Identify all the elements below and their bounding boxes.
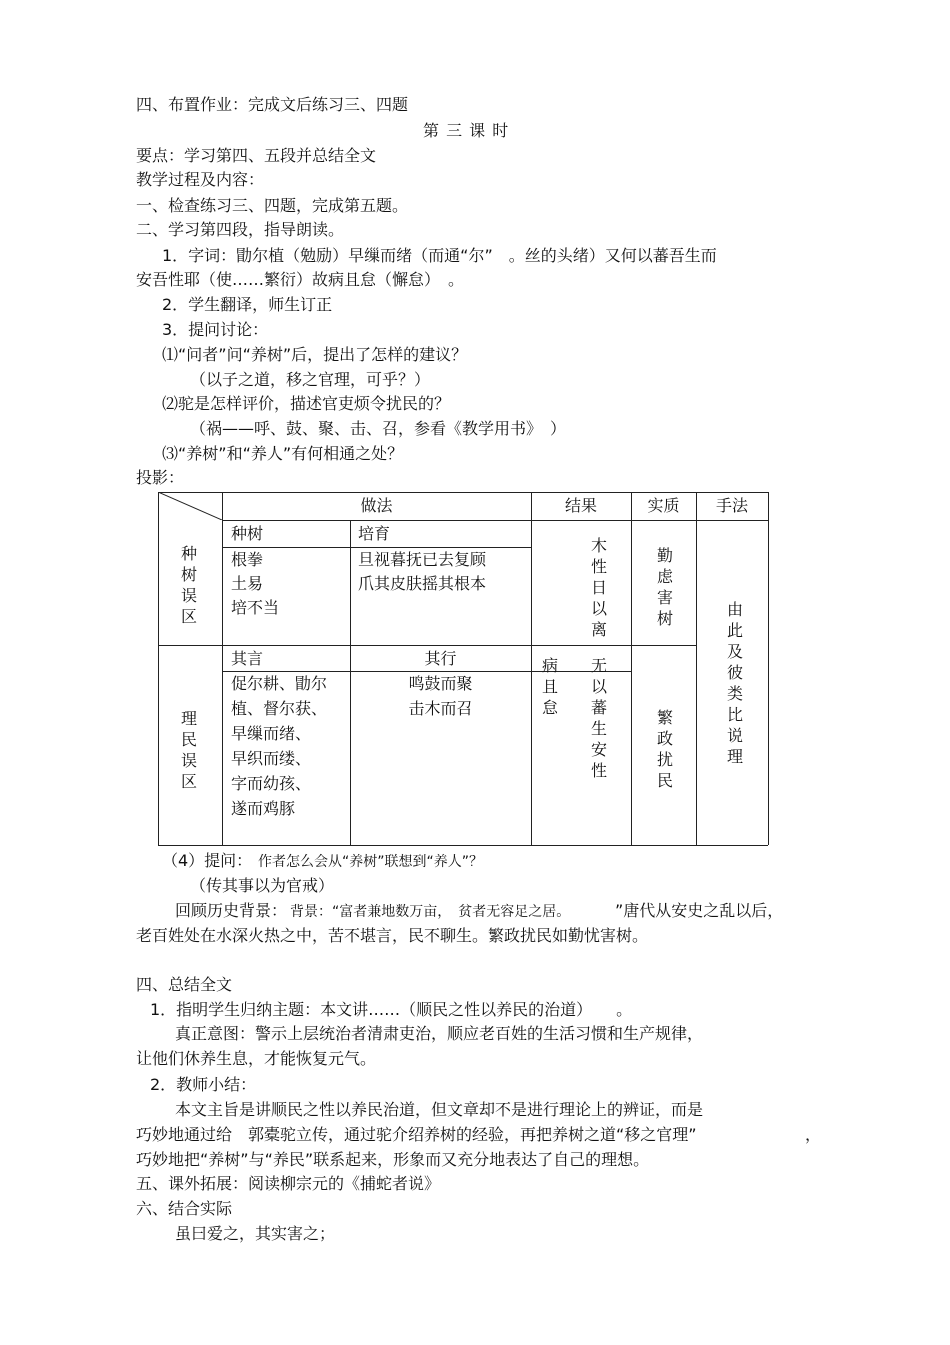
people-words-item: 遂而鸡豚: [231, 799, 296, 818]
question-1: ⑴“问者”问“养树”后，提出了怎样的建议？: [162, 345, 468, 364]
people-deeds-header: 其行: [424, 649, 457, 668]
corner-diagonal: [158, 492, 222, 520]
summary-1: 1．指明学生归纳主题：本文讲……（顺民之性以养民的治道） 。: [150, 1000, 633, 1019]
technique-text: 由此及彼 类比说理: [726, 600, 760, 766]
table-rule-mid: [158, 645, 696, 646]
header-technique: 手法: [715, 496, 748, 515]
step-1: 一、检查练习三、四题，完成第五题。: [136, 196, 409, 215]
history-line-2: 老百姓处在水深火热之中，苦不堪言，民不聊生。繁政扰民如勤忧害树。: [136, 926, 649, 945]
question-3: ⑶“养树”和“养人”有何相通之处？: [162, 444, 404, 463]
teacher-summary-1: 本文主旨是讲顺民之性以养民治道，但文章却不是进行理论上的辨证，而是: [175, 1100, 704, 1119]
real-intent-1: 真正意图：警示上层统治者清肃吏治，顺应老百姓的生活习惯和生产规律，: [175, 1024, 704, 1043]
extension-line: 五、课外拓展：阅读柳宗元的《捕蛇者说》: [136, 1174, 441, 1193]
teacher-summary-2: 巧妙地通过给 郭橐驼立传，通过驼介绍养树的经验，再把养树之道“移之官理”: [136, 1125, 697, 1144]
tree-plant-item: 根拳: [231, 550, 264, 569]
people-deeds-item: 击木而召: [408, 699, 473, 718]
translate-line: 2．学生翻译，师生订正: [162, 295, 333, 314]
words-line-2: 安吾性耶（使……繁衍）故病且怠（懈怠） 。: [136, 270, 465, 289]
answer-1: （以子之道，移之官理，可乎？）: [190, 370, 431, 389]
people-essence: 繁政扰民: [656, 708, 673, 790]
summary-heading: 四、总结全文: [136, 975, 233, 994]
header-essence: 实质: [647, 496, 680, 515]
table-border-top: [158, 492, 768, 493]
row-label-tree: 种树误区: [180, 544, 197, 626]
summary-2: 2．教师小结：: [150, 1075, 257, 1094]
words-line-1: 1．字词：勖尔植（勉励）早缫而绪（而通“尔” 。丝的头绪）又何以蕃吾生而: [162, 246, 717, 265]
table-rule-col4: [631, 492, 632, 845]
people-words-header: 其言: [231, 649, 264, 668]
tree-plant-item: 培不当: [231, 598, 280, 617]
history-tail: ”唐代从安史之乱以后，: [615, 901, 784, 920]
question-4-label: （4）提问：: [162, 851, 253, 870]
process-heading: 教学过程及内容：: [136, 170, 265, 189]
table-rule-header: [222, 520, 768, 521]
people-words-item: 促尔耕、勖尔: [231, 674, 328, 693]
table-rule-col3: [531, 492, 532, 845]
people-words-item: 植、督尔获、: [231, 699, 328, 718]
teacher-summary-3: 巧妙地把“养树”与“养民”联系起来，形象而又充分地表达了自己的理想。: [136, 1150, 650, 1169]
key-point: 要点：学习第四、五段并总结全文: [136, 146, 377, 165]
tree-plant-header: 种树: [231, 524, 264, 543]
table-rule-col1: [222, 492, 223, 845]
tree-result: 木性日以离: [590, 536, 607, 639]
tree-essence: 勤虑害树: [656, 546, 673, 628]
tree-nurture-header: 培育: [358, 524, 391, 543]
people-result-b: 无以蕃生安性: [590, 656, 607, 780]
people-words-item: 字而幼孩、: [231, 774, 312, 793]
people-deeds-item: 鸣鼓而聚: [408, 674, 473, 693]
people-words-item: 早缫而绪、: [231, 724, 312, 743]
tree-nurture-item: 旦视暮抚已去复顾: [358, 550, 487, 569]
real-intent-2: 让他们休养生息，才能恢复元气。: [136, 1049, 377, 1068]
header-result: 结果: [564, 496, 597, 515]
discussion-line: 3．提问讨论：: [162, 320, 269, 339]
practice-line: 虽曰爱之，其实害之；: [175, 1224, 336, 1243]
table-border-right: [768, 492, 769, 845]
lesson-title: 第 三 课 时: [423, 121, 510, 140]
table-border-left: [158, 492, 159, 845]
table-rule-col5: [696, 492, 697, 845]
people-result-a: 病且怠: [541, 656, 558, 717]
question-4-text: 作者怎么会从“养树”联想到“养人”？: [258, 854, 484, 870]
question-2: ⑵驼是怎样评价，描述官吏烦令扰民的？: [162, 394, 451, 413]
answer-4: （传其事以为官戒）: [190, 876, 335, 895]
tree-plant-item: 土易: [231, 574, 264, 593]
table-border-bottom: [158, 845, 768, 846]
tree-nurture-item: 爪其皮肤摇其根本: [358, 574, 487, 593]
history-quote: 背景：“富者兼地数万亩， 贫者无容足之居。: [290, 904, 571, 920]
people-words-item: 早织而缕、: [231, 749, 312, 768]
row-label-people: 理民误区: [180, 709, 197, 791]
practice-heading: 六、结合实际: [136, 1199, 233, 1218]
teacher-summary-2-comma: ，: [805, 1125, 822, 1144]
projection-label: 投影：: [136, 468, 185, 487]
history-label: 回顾历史背景：: [175, 901, 288, 920]
header-method: 做法: [360, 496, 393, 515]
homework-line: 四、布置作业：完成文后练习三、四题: [136, 95, 409, 114]
step-2: 二、学习第四段，指导朗读。: [136, 220, 345, 239]
answer-2: （祸——呼、鼓、聚、击、召，参看《教学用书》 ）: [190, 419, 567, 438]
